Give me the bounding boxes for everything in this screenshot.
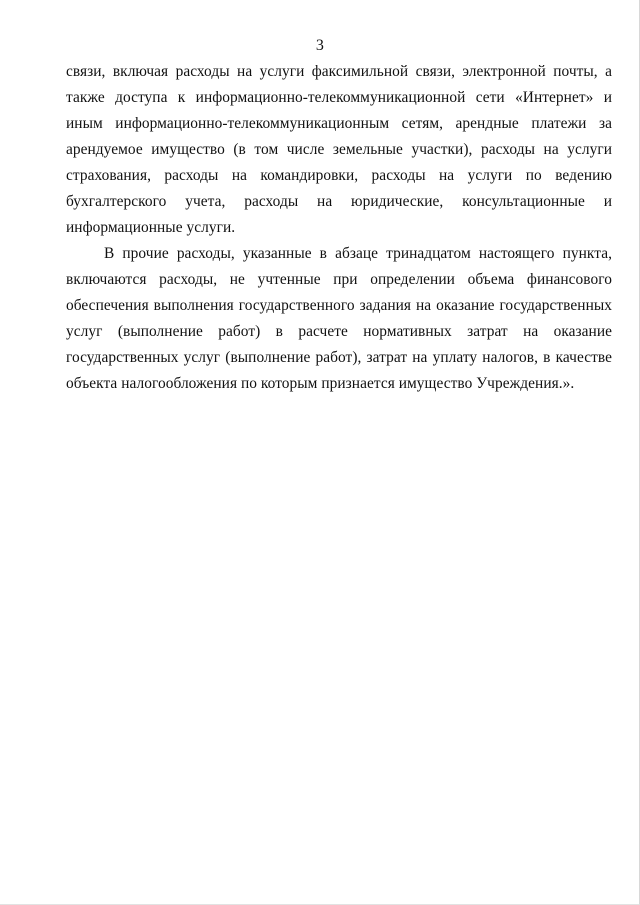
document-body xyxy=(66,59,612,397)
page-number: 3 xyxy=(315,37,325,54)
paragraph-other-expenses: В прочие расходы, указанные в абзаце тринадцатом настоящего пункта, включаются расходы, не учтенные при определении объема финансового обеспечения выполнения государственного задания на оказание государственных услуг (выполнение работ) в расчете нормативных затрат на оказание государственных услуг (выполнение работ), затрат на уплату налогов, в качестве объекта налогообложения по которым признается имущество Учреждения.». xyxy=(66,245,612,392)
paragraph-continuation: связи, включая расходы на услуги факсимильной связи, электронной почты, а также доступа к информационно-телекоммуникационной сети «Интернет» и иным информационно-телекоммуникационным сетям, арендные платежи за арендуемое имущество (в том числе земельные участки), расходы на услуги страхования, расходы на командировки, расходы на услуги по ведению бухгалтерского учета, расходы на юридические, консультационные и информационные услуги. xyxy=(66,63,612,236)
